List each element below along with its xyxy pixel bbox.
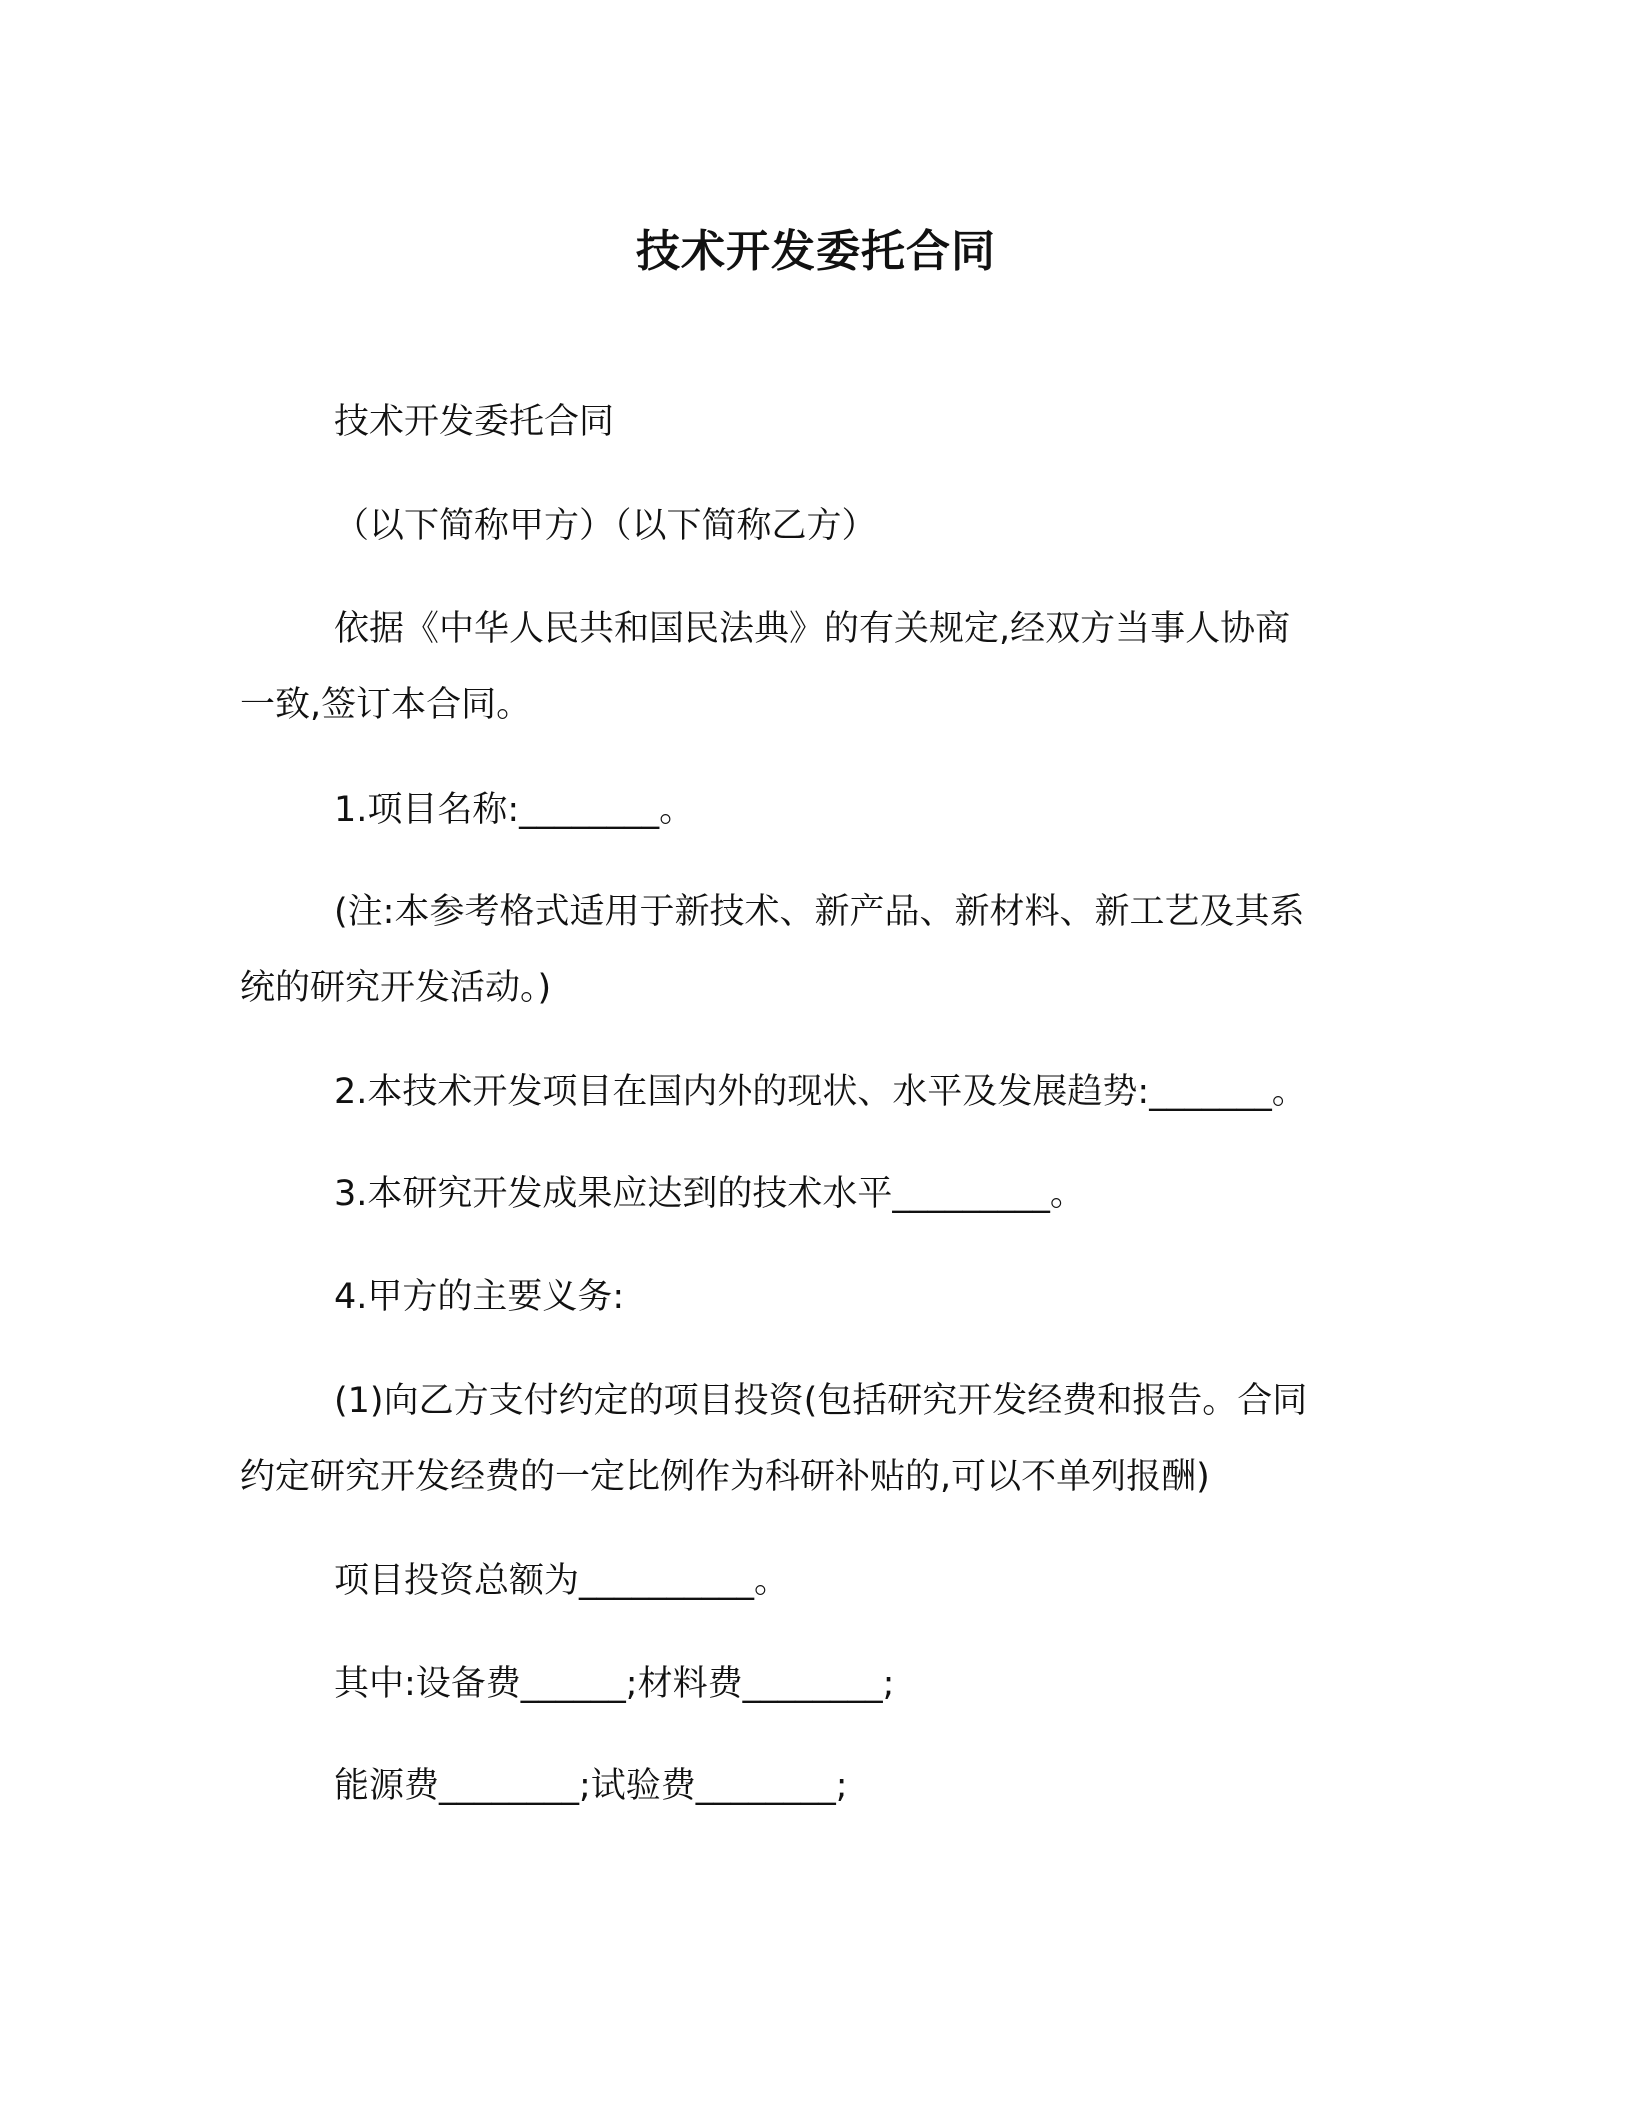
- subtitle-line: 技术开发委托合同: [334, 402, 615, 442]
- investment-total-line: 项目投资总额为__________。: [334, 1561, 790, 1601]
- clause-3-line: 3.本研究开发成果应达到的技术水平_________。: [334, 1174, 1085, 1214]
- parties-line: （以下简称甲方）（以下简称乙方）: [334, 506, 877, 546]
- note-line-1: (注:本参考格式适用于新技术、新产品、新材料、新工艺及其系: [334, 892, 1305, 932]
- obligation-1-line-2: 约定研究开发经费的一定比例作为科研补贴的,可以不单列报酬): [240, 1457, 1210, 1497]
- project-name-line: 1.项目名称:________。: [334, 790, 695, 830]
- basis-line-2: 一致,签订本合同。: [240, 685, 532, 725]
- equipment-material-line: 其中:设备费______;材料费________;: [334, 1664, 895, 1704]
- clause-2-line: 2.本技术开发项目在国内外的现状、水平及发展趋势:_______。: [334, 1072, 1307, 1112]
- energy-test-line: 能源费________;试验费________;: [334, 1766, 848, 1806]
- obligation-1-line-1: (1)向乙方支付约定的项目投资(包括研究开发经费和报告。合同: [334, 1381, 1308, 1421]
- clause-4-line: 4.甲方的主要义务:: [334, 1277, 625, 1317]
- document-title: 技术开发委托合同: [636, 226, 996, 277]
- note-line-2: 统的研究开发活动。): [240, 968, 552, 1008]
- basis-line-1: 依据《中华人民共和国民法典》的有关规定,经双方当事人协商: [334, 609, 1291, 649]
